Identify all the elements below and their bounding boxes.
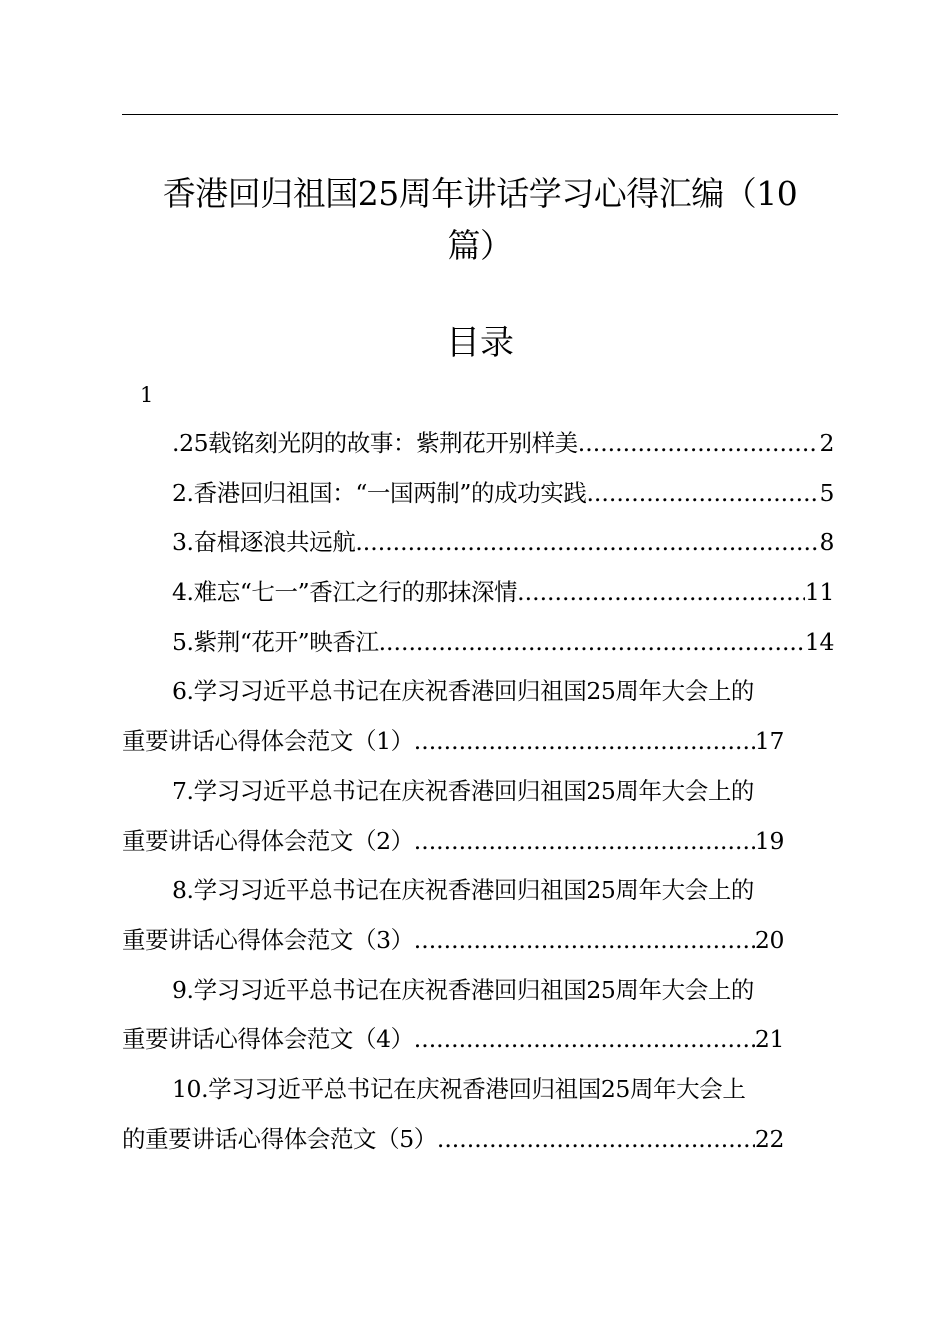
toc-entry-6[interactable] (122, 667, 838, 766)
toc-entry-text: 4.难忘“七一”香江之行的那抹深情 (172, 578, 518, 607)
toc-entry-text-line-2: 重要讲话心得体会范文（4） (122, 1025, 414, 1054)
toc-entry-text-line-2: 重要讲话心得体会范文（2） (122, 826, 414, 855)
toc-entry-5[interactable] (122, 618, 834, 668)
toc-entry-8[interactable] (122, 866, 838, 965)
toc-page-number: 17 (754, 727, 784, 756)
toc-entry-text: 5.紫荆“花开”映香江 (172, 627, 379, 656)
header-rule (122, 114, 838, 115)
toc-page-number: 5 (819, 478, 834, 507)
toc-leader-dots (414, 817, 755, 867)
toc-entry-text-line-2: 的重要讲话心得体会范文（5） (122, 1124, 437, 1153)
toc-leader-dots (414, 1015, 755, 1065)
toc-leader-dots (437, 1115, 755, 1165)
toc-entry-text-line-1: 7.学习习近平总书记在庆祝香港回归祖国25周年大会上的 (172, 776, 755, 805)
toc-entry-10[interactable] (122, 1065, 838, 1164)
toc-entry-text: .25载铭刻光阴的故事：紫荆花开别样美 (172, 429, 578, 457)
toc-entry-continuation (122, 817, 784, 867)
toc-entry-continuation (122, 717, 784, 767)
toc-leader-dots (379, 618, 805, 668)
toc-entry-continuation (122, 1015, 784, 1065)
toc-page-number: 2 (819, 429, 834, 457)
toc-entry-text-line-1: 8.学习习近平总书记在庆祝香港回归祖国25周年大会上的 (172, 876, 755, 905)
toc-entry-text-line-1: 9.学习习近平总书记在庆祝香港回归祖国25周年大会上的 (172, 975, 755, 1004)
toc-leader-dots (586, 469, 819, 519)
toc-page-number: 22 (754, 1124, 784, 1153)
toc-leader-dots (355, 518, 819, 568)
toc-page-number: 14 (804, 627, 834, 656)
toc-entry-text-line-2: 重要讲话心得体会范文（3） (122, 925, 414, 954)
toc-entry-3[interactable] (122, 518, 834, 568)
toc-entry-continuation (122, 1115, 784, 1165)
document-title-line-2: 篇） (447, 226, 513, 265)
toc-entry-text-line-1: 10.学习习近平总书记在庆祝香港回归祖国25周年大会上 (172, 1074, 746, 1103)
toc-entry-7[interactable] (122, 767, 838, 866)
toc-entry-text: 2.香港回归祖国：“一国两制”的成功实践 (172, 478, 587, 507)
stray-number: 1 (140, 383, 154, 407)
toc-entry-text-line-2: 重要讲话心得体会范文（1） (122, 727, 414, 756)
document-title (122, 168, 838, 272)
toc-leader-dots (414, 916, 755, 966)
toc-page-number: 19 (754, 826, 784, 855)
toc-entry-9[interactable] (122, 966, 838, 1065)
toc-page-number: 11 (804, 578, 834, 607)
toc-entry-4[interactable] (122, 568, 834, 618)
table-of-contents (122, 419, 838, 1164)
document-title-line-1: 香港回归祖国25周年讲话学习心得汇编（10 (162, 174, 798, 213)
toc-leader-dots (414, 717, 755, 767)
toc-entry-continuation (122, 916, 784, 966)
toc-page-number: 21 (754, 1025, 784, 1054)
toc-entry-2[interactable] (122, 469, 834, 519)
toc-leader-dots (517, 568, 805, 618)
toc-entry-text-line-1: 6.学习习近平总书记在庆祝香港回归祖国25周年大会上的 (172, 677, 755, 706)
toc-entry-text: 3.奋楫逐浪共远航 (172, 528, 356, 557)
toc-leader-dots (578, 419, 820, 469)
toc-entry-1[interactable] (122, 419, 834, 469)
toc-heading: 目录 (446, 323, 514, 363)
toc-page-number: 8 (819, 528, 834, 557)
toc-page-number: 20 (754, 925, 784, 954)
